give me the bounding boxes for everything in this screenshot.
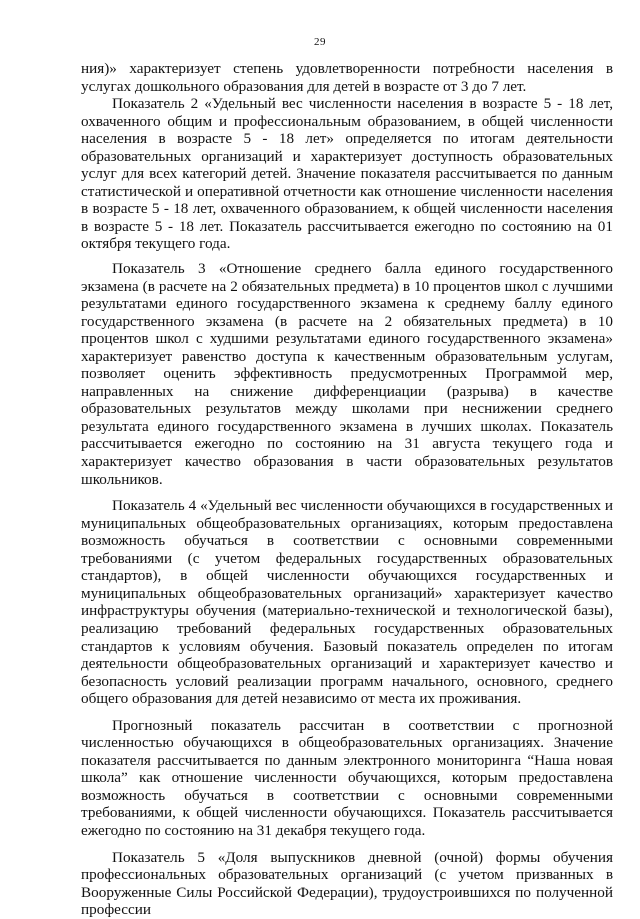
paragraph-continuation: ния)» характеризует степень удовлетворенности потребности населения в услугах дошкольного образования для детей в возрасте от 3 до 7 лет. <box>81 60 613 95</box>
page-number: 29 <box>314 36 326 48</box>
body-text <box>81 60 613 919</box>
paragraph-indicator-3: Показатель 3 «Отношение среднего балла единого государственного экзамена (в расчете на 2 обязательных предмета) в 10 процентов школ с лучшими результатами единого государственного экзамена к среднему баллу единого государственного экзамена (в расчете на 2 обязательных предмета) в 10 процентов школ с худшими результатами единого государственного экзамена» характеризует равенство доступа к качественным образовательным услугам, позволяет оценить эффективность предусмотренных Программой мер, направленных на снижение дифференциации (разрыва) в качестве образовательных результатов между школами при неснижении среднего результата единого государственного экзамена в лучших школах. Показатель рассчитывается ежегодно по состоянию на 31 августа текущего года и характеризует качество образования в части образовательных результатов школьников. <box>81 260 613 488</box>
paragraph-indicator-2: Показатель 2 «Удельный вес численности населения в возрасте 5 - 18 лет, охваченного общим и профессиональным образованием, в общей численности населения в возрасте 5 - 18 лет» определяется по итогам деятельности образовательных организаций и характеризует доступность образовательных услуг для всех категорий детей. Значение показателя рассчитывается по данным статистической и оперативной отчетности как отношение численности населения в возрасте 5 - 18 лет, охваченного образованием, к общей численности населения в возрасте 5 - 18 лет. Показатель рассчитывается ежегодно по состоянию на 01 октября текущего года. <box>81 95 613 253</box>
paragraph-forecast-indicator: Прогнозный показатель рассчитан в соответствии с прогнозной численностью обучающихся в общеобразовательных организациях. Значение показателя рассчитывается по данным электронного мониторинга “Наша новая школа” как отношение численности обучающихся, которым предоставлена возможность обучаться в соответствии с основными современными требованиями, к общей численности обучающихся. Показатель рассчитывается ежегодно по состоянию на 31 декабря текущего года. <box>81 716 613 839</box>
paragraph-indicator-4: Показатель 4 «Удельный вес численности обучающихся в государственных и муниципальных общеобразовательных организациях, которым предоставлена возможность обучаться в соответствии с основными современными требованиями (с учетом федеральных государственных образовательных стандартов), в общей численности обучающихся государственных и муниципальных общеобразовательных организаций» характеризует качество инфраструктуры обучения (материально-технической и технологической базы), реализацию требований федеральных государственных образовательных стандартов к условиям обучения. Базовый показатель определен по итогам деятельности общеобразовательных организаций и характеризует качество и безопасность условий реализации программ начального, основного, среднего общего образования для детей независимо от места их проживания. <box>81 497 613 708</box>
paragraph-indicator-5: Показатель 5 «Доля выпускников дневной (очной) формы обучения профессиональных образовательных организаций (с учетом призванных в Вооруженные Силы Российской Федерации), трудоустроившихся по полученной профессии <box>81 848 613 919</box>
